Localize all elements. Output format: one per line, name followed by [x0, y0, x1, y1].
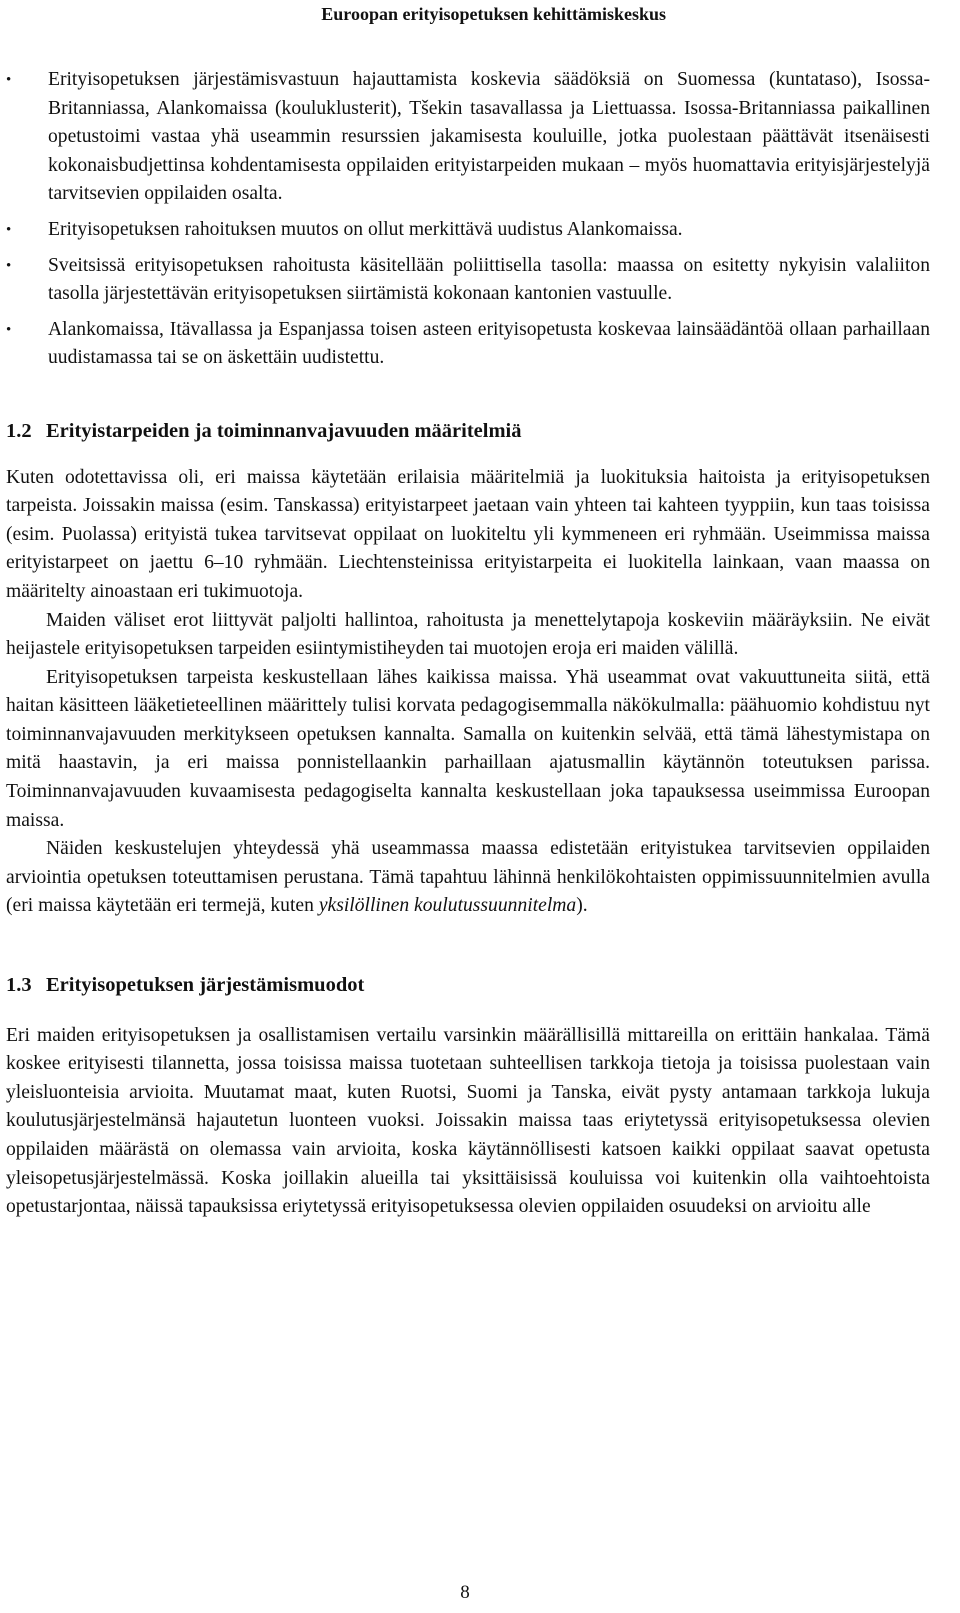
bullet-text: Erityisopetuksen rahoituksen muutos on ollut merkittävä uudistus Alankomaissa. [48, 218, 683, 240]
bullet-list [6, 66, 930, 373]
italic-term: yksilöllinen koulutussuunnitelma [318, 895, 577, 917]
document-body [6, 66, 930, 1222]
list-item [6, 66, 930, 209]
section-heading-1-3 [6, 971, 930, 1000]
bullet-text: Alankomaissa, Itävallassa ja Espanjassa toisen asteen erityisopetusta koskevaa lainsäädäntöä ollaan parhaillaan uudistamassa tai se on äskettäin uudistettu. [48, 318, 930, 369]
section-title: Erityistarpeiden ja toiminnanvajavuuden määritelmiä [46, 419, 522, 442]
section-title: Erityisopetuksen järjestämismuodot [46, 974, 365, 997]
paragraph: Maiden väliset erot liittyvät paljolti hallintoa, rahoitusta ja menettelytapoja koskeviin määräyksiin. Ne eivät heijastele erityisopetuksen tarpeiden esiintymistiheyden tai muotojen eroja eri maiden välillä. [6, 609, 930, 660]
list-item [6, 216, 930, 245]
section-number: 1.2 [6, 419, 32, 442]
paragraph: Erityisopetuksen tarpeista keskustellaan lähes kaikissa maissa. Yhä useammat ovat vakuuttuneita siitä, että haitan käsitteen lääketieteellinen määrittely tulisi korvata pedagogisemmalla näkökulmalla: päähuomio kohdistuu nyt toiminnanvajavuuden merkitykseen opetuksen kannalta. Samalla on kuitenkin selvää, että tämä lähestymistapa on mitä haastavin, ja eri maissa ponnistellaankin parhaillaan ajatusmallin käytännön toteutuksen parissa. Toiminnanvajavuuden kuvaamisesta pedagogiselta kannalta keskustellaan joka tapauksessa useimmissa Euroopan maissa. [6, 666, 930, 831]
list-item [6, 316, 930, 373]
bullet-icon: • [6, 221, 12, 238]
bullet-icon: • [6, 72, 12, 88]
list-item [6, 252, 930, 309]
running-header: Euroopan erityisopetuksen kehittämiskeskus [321, 4, 666, 24]
bullet-icon: • [6, 321, 12, 338]
section-number: 1.3 [6, 974, 32, 997]
paragraph-end: ). [576, 895, 588, 917]
bullet-icon: • [6, 257, 12, 274]
section-heading-1-2 [6, 417, 930, 446]
page-number: 8 [460, 1582, 470, 1603]
paragraph [6, 835, 930, 921]
paragraph-text: Näiden keskustelujen yhteydessä yhä useammassa maassa edistetään erityistukea tarvitsevien oppilaiden arviointia opetuksen toteuttamisen perustana. Tämä tapahtuu lähinnä henkilökohtaisten oppimissuunnitelmien avulla (eri maissa käytetään eri termejä, kuten [6, 838, 930, 917]
bullet-text: Sveitsissä erityisopetuksen rahoitusta käsitellään poliittisella tasolla: maassa on esitetty nykyisin valaliiton tasolla järjestettävän erityisopetuksen siirtämistä kokonaan kantonien vastuulle. [48, 254, 930, 305]
paragraph: Kuten odotettavissa oli, eri maissa käytetään erilaisia määritelmiä ja luokituksia haitoista ja erityisopetuksen tarpeista. Joissakin maissa (esim. Tanskassa) erityistarpeet jaetaan vain yhteen tai kahteen tyyppiin, kun taas toisissa (esim. Puolassa) erityistä tukea tarvitsevat oppilaat on luokiteltu yli kymmeneen eri ryhmään. Useimmissa maissa erityistarpeet on jaettu 6–10 ryhmään. Liechtensteinissa erityistarpeita ei luokitella lainkaan, vaan maassa on määritelty ainoastaan eri tukimuotoja. [6, 466, 930, 602]
paragraph: Eri maiden erityisopetuksen ja osallistamisen vertailu varsinkin määrällisillä mittareilla on erittäin hankalaa. Tämä koskee erityisesti tilannetta, jossa toisissa maissa tuotetaan suhteellisen tarkkoja tietoja ja toisissa puolestaan vain yleisluonteisia arvioita. Muutamat maat, kuten Ruotsi, Suomi ja Tanska, eivät pysty antamaan tarkkoja lukuja koulutusjärjestelmänsä hajautetun luonteen vuoksi. Joissakin maissa taas eriytetyssä erityisopetuksessa olevien oppilaiden määrästä on olemassa vain arvioita, koska käytännöllisesti katsoen kaikki oppilaat saavat opetusta yleisopetusjärjestelmässä. Koska joillakin alueilla tai yksittäisissä kouluissa voi kuitenkin olla vaihtoehtoista opetustarjontaa, näissä tapauksissa eriytetyssä erityisopetuksessa olevien oppilaiden osuudeksi on arvioitu alle [6, 1024, 930, 1218]
bullet-text: Erityisopetuksen järjestämisvastuun hajauttamista koskevia säädöksiä on Suomessa (kuntataso), Isossa-Britanniassa, Alankomaissa (kouluklusterit), Tšekin tasavallassa ja Liettuassa. Isossa-Britanniassa paikallinen opetustoimi vastaa yhä useammin resurssien jakamisesta kouluille, jotka puolestaan päättävät itsenäisesti kokonaisbudjettinsa kohdentamisesta oppilaiden erityistarpeiden mukaan – myös huomattavia erityisjärjestelyjä tarvitsevien oppilaiden osalta. [48, 69, 930, 205]
